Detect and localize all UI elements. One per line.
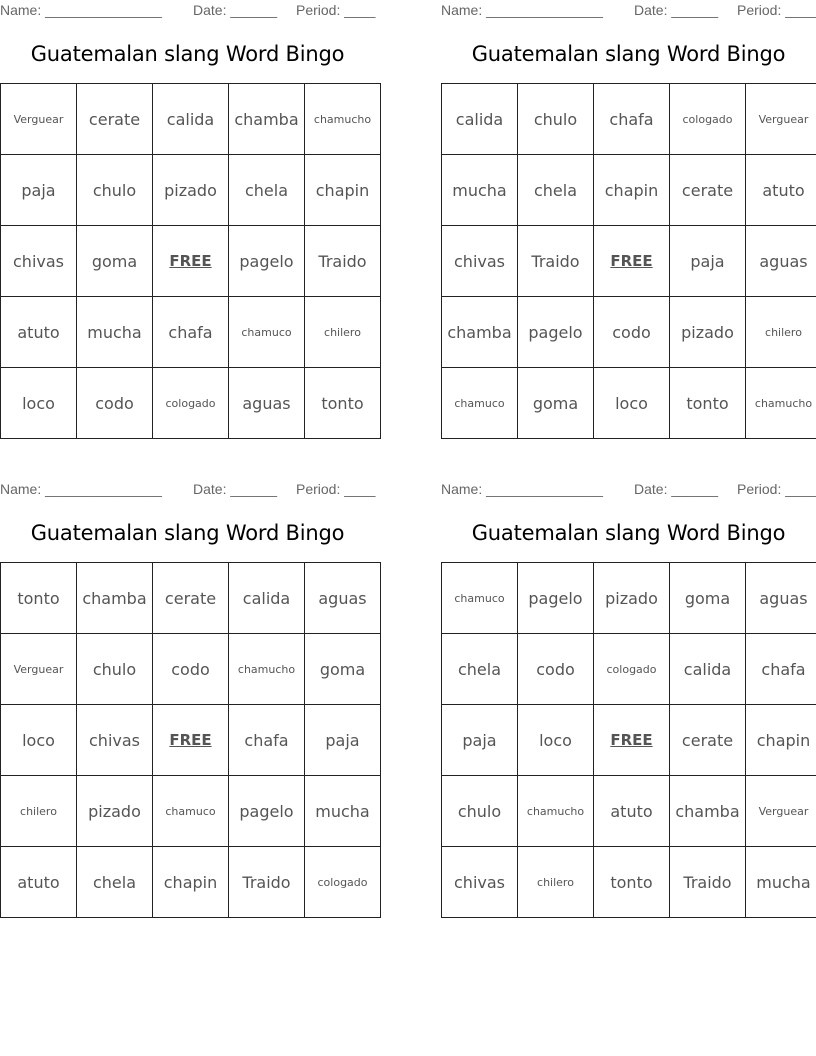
bingo-cell: tonto xyxy=(594,847,670,918)
name-field-label: Name: _______________ xyxy=(441,481,603,497)
bingo-cell: chilero xyxy=(1,776,77,847)
bingo-cell: chulo xyxy=(77,155,153,226)
student-info-header xyxy=(441,481,816,499)
bingo-cell: chafa xyxy=(594,84,670,155)
bingo-cell: tonto xyxy=(1,563,77,634)
period-field-label: Period: ____ xyxy=(296,2,376,18)
bingo-cell: chamba xyxy=(670,776,746,847)
bingo-cell: loco xyxy=(1,368,77,439)
bingo-cell: chamucho xyxy=(518,776,594,847)
bingo-cell: goma xyxy=(670,563,746,634)
bingo-cell: chapin xyxy=(153,847,229,918)
bingo-cell: chulo xyxy=(518,84,594,155)
bingo-cell: chivas xyxy=(77,705,153,776)
student-info-header xyxy=(0,481,380,499)
bingo-cell: mucha xyxy=(746,847,816,918)
bingo-cell: chivas xyxy=(442,226,518,297)
bingo-cell: chela xyxy=(77,847,153,918)
bingo-card-2 xyxy=(441,0,816,440)
bingo-cell: aguas xyxy=(746,226,816,297)
bingo-grid xyxy=(441,83,816,439)
bingo-cell: chamuco xyxy=(442,368,518,439)
bingo-cell: cologado xyxy=(153,368,229,439)
bingo-cell: pizado xyxy=(594,563,670,634)
bingo-grid xyxy=(441,562,816,918)
date-field-label: Date: ______ xyxy=(193,2,278,18)
bingo-cell: calida xyxy=(153,84,229,155)
bingo-cell: chapin xyxy=(594,155,670,226)
bingo-cell: codo xyxy=(153,634,229,705)
bingo-cell: calida xyxy=(229,563,305,634)
bingo-cell: pagelo xyxy=(229,776,305,847)
card-title: Guatemalan slang Word Bingo xyxy=(471,42,786,66)
bingo-cell: chafa xyxy=(153,297,229,368)
bingo-cell: chamba xyxy=(229,84,305,155)
bingo-cell: pagelo xyxy=(518,563,594,634)
bingo-card-3 xyxy=(0,479,375,919)
card-title: Guatemalan slang Word Bingo xyxy=(471,521,786,545)
bingo-cell: chamucho xyxy=(229,634,305,705)
date-field-label: Date: ______ xyxy=(193,481,278,497)
bingo-cell: cerate xyxy=(670,155,746,226)
bingo-cell: chamba xyxy=(77,563,153,634)
student-info-header xyxy=(441,2,816,20)
bingo-cell: cologado xyxy=(670,84,746,155)
bingo-cell: pagelo xyxy=(229,226,305,297)
bingo-cell: chafa xyxy=(229,705,305,776)
bingo-cell: cologado xyxy=(594,634,670,705)
bingo-cell: aguas xyxy=(229,368,305,439)
bingo-cell: mucha xyxy=(77,297,153,368)
bingo-cell: pagelo xyxy=(518,297,594,368)
bingo-cell: Traido xyxy=(305,226,381,297)
bingo-cell: chulo xyxy=(442,776,518,847)
name-field-label: Name: _______________ xyxy=(441,2,603,18)
bingo-cell: codo xyxy=(77,368,153,439)
bingo-cell: mucha xyxy=(305,776,381,847)
bingo-cell: chamuco xyxy=(153,776,229,847)
bingo-grid xyxy=(0,562,381,918)
bingo-cell: loco xyxy=(594,368,670,439)
bingo-card-1 xyxy=(0,0,375,440)
bingo-cell: atuto xyxy=(1,297,77,368)
name-field-label: Name: _______________ xyxy=(0,2,162,18)
bingo-cell: aguas xyxy=(305,563,381,634)
bingo-cell: chivas xyxy=(442,847,518,918)
bingo-cell: chamucho xyxy=(746,368,816,439)
bingo-cell: chafa xyxy=(746,634,816,705)
bingo-cell: mucha xyxy=(442,155,518,226)
free-space-cell: FREE xyxy=(594,705,670,776)
bingo-cell: paja xyxy=(442,705,518,776)
bingo-cell: paja xyxy=(670,226,746,297)
bingo-cell: pizado xyxy=(77,776,153,847)
bingo-cell: cerate xyxy=(153,563,229,634)
bingo-cell: chilero xyxy=(518,847,594,918)
bingo-cell: goma xyxy=(305,634,381,705)
bingo-cell: Traido xyxy=(670,847,746,918)
bingo-cell: chela xyxy=(442,634,518,705)
bingo-cell: cerate xyxy=(77,84,153,155)
bingo-cell: chapin xyxy=(746,705,816,776)
bingo-cell: calida xyxy=(442,84,518,155)
bingo-cell: codo xyxy=(518,634,594,705)
bingo-cell: Verguear xyxy=(1,84,77,155)
bingo-cell: chilero xyxy=(746,297,816,368)
bingo-card-4 xyxy=(441,479,816,919)
name-field-label: Name: _______________ xyxy=(0,481,162,497)
bingo-cell: Traido xyxy=(518,226,594,297)
bingo-cell: cerate xyxy=(670,705,746,776)
free-space-cell: FREE xyxy=(594,226,670,297)
date-field-label: Date: ______ xyxy=(634,2,719,18)
bingo-cell: aguas xyxy=(746,563,816,634)
bingo-cell: paja xyxy=(1,155,77,226)
bingo-cell: pizado xyxy=(153,155,229,226)
bingo-cell: chela xyxy=(518,155,594,226)
bingo-cell: goma xyxy=(77,226,153,297)
bingo-cell: chamuco xyxy=(229,297,305,368)
period-field-label: Period: ____ xyxy=(296,481,376,497)
bingo-cell: atuto xyxy=(1,847,77,918)
bingo-cell: chamba xyxy=(442,297,518,368)
bingo-cell: Verguear xyxy=(1,634,77,705)
bingo-cell: codo xyxy=(594,297,670,368)
bingo-cell: goma xyxy=(518,368,594,439)
period-field-label: Period: ____ xyxy=(737,481,816,497)
bingo-cell: calida xyxy=(670,634,746,705)
date-field-label: Date: ______ xyxy=(634,481,719,497)
bingo-cell: pizado xyxy=(670,297,746,368)
bingo-cell: chela xyxy=(229,155,305,226)
bingo-cell: chulo xyxy=(77,634,153,705)
bingo-cell: loco xyxy=(518,705,594,776)
bingo-grid xyxy=(0,83,381,439)
bingo-cell: Verguear xyxy=(746,776,816,847)
bingo-cell: tonto xyxy=(305,368,381,439)
bingo-cell: Verguear xyxy=(746,84,816,155)
free-space-cell: FREE xyxy=(153,226,229,297)
card-title: Guatemalan slang Word Bingo xyxy=(30,42,345,66)
bingo-cell: paja xyxy=(305,705,381,776)
bingo-cell: loco xyxy=(1,705,77,776)
bingo-cell: tonto xyxy=(670,368,746,439)
bingo-cell: chivas xyxy=(1,226,77,297)
bingo-cell: chilero xyxy=(305,297,381,368)
free-space-cell: FREE xyxy=(153,705,229,776)
bingo-cell: chamucho xyxy=(305,84,381,155)
period-field-label: Period: ____ xyxy=(737,2,816,18)
bingo-cell: Traido xyxy=(229,847,305,918)
card-title: Guatemalan slang Word Bingo xyxy=(30,521,345,545)
bingo-cell: chamuco xyxy=(442,563,518,634)
bingo-cell: cologado xyxy=(305,847,381,918)
student-info-header xyxy=(0,2,380,20)
bingo-cell: atuto xyxy=(594,776,670,847)
bingo-cell: atuto xyxy=(746,155,816,226)
bingo-cell: chapin xyxy=(305,155,381,226)
